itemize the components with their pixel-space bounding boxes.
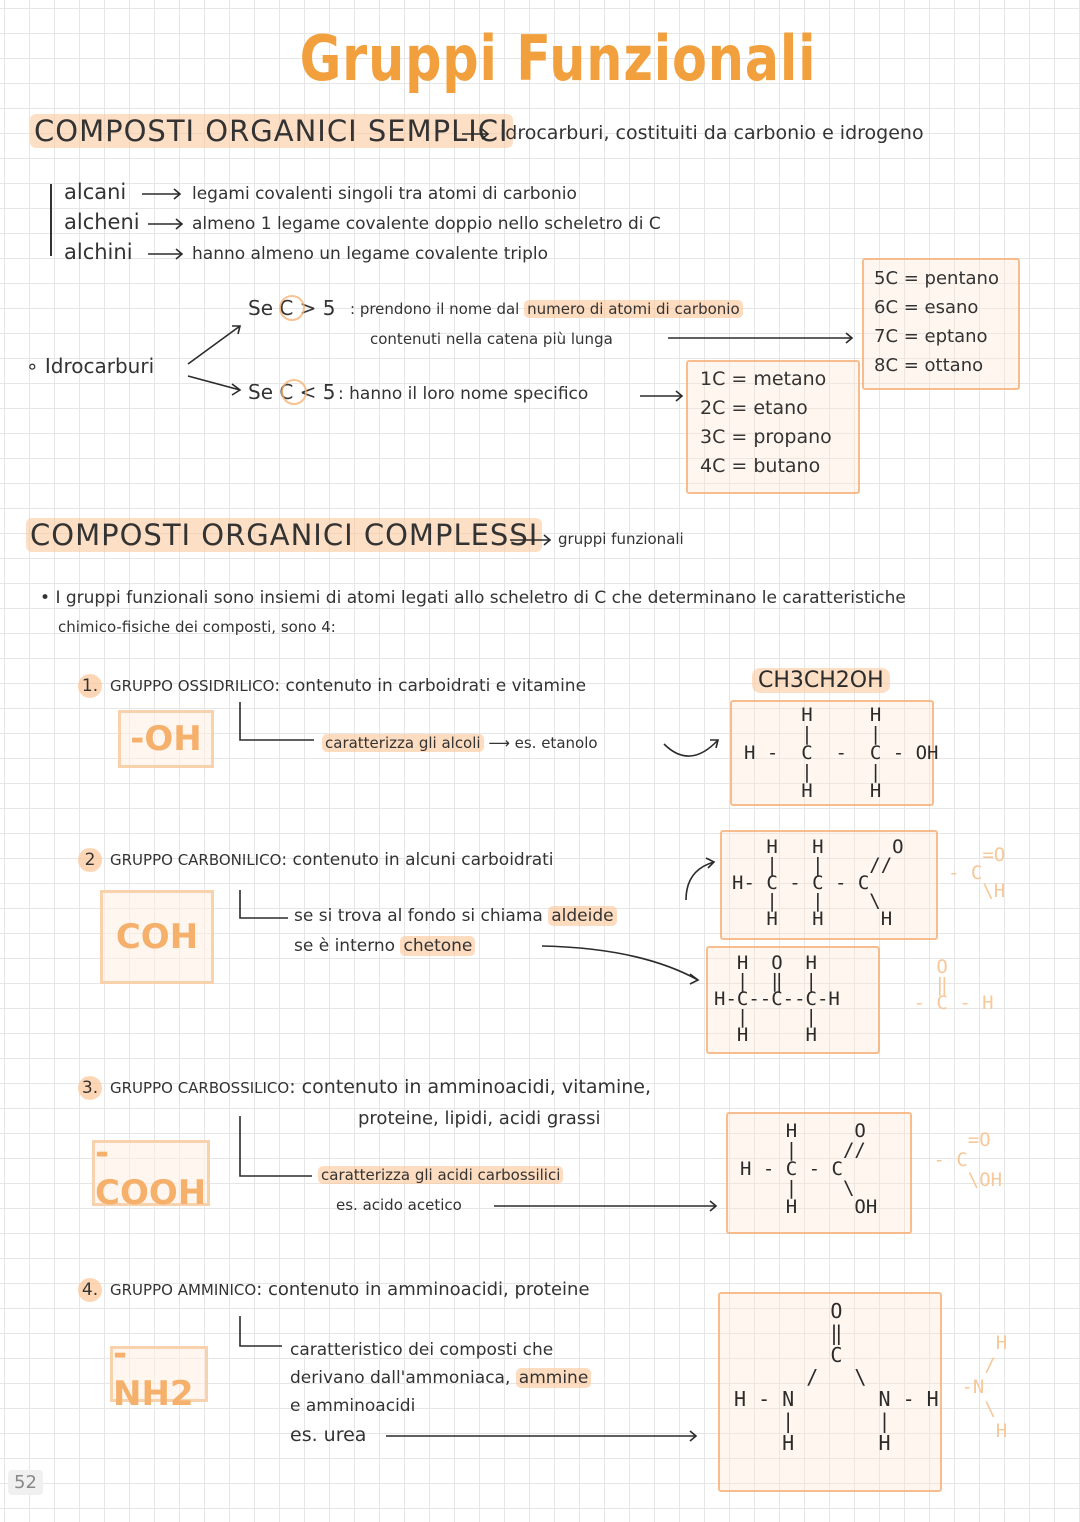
list-item-alcani: alcani [64, 180, 127, 204]
gruppo-3-desc2: proteine, lipidi, acidi grassi [358, 1108, 601, 1129]
gruppo-1-heading: 1. GRUPPO OSSIDRILICO: contenuto in carboidrati e vitamine [78, 674, 586, 698]
name-4c: 4C = butano [700, 455, 821, 477]
section-heading-complessi: COMPOSTI ORGANICI COMPLESSI [26, 518, 542, 552]
gruppo-3-example: es. acido acetico [336, 1196, 462, 1214]
gruppo-3-note: caratterizza gli acidi carbossilici [318, 1166, 563, 1184]
name-8c: 8C = ottano [874, 355, 984, 376]
list-item-alchini: alchini [64, 240, 133, 264]
ethanol-formula: CH3CH2OH [752, 668, 890, 693]
ketone-structure: H O H | ‖ | H-C--C--C-H | | H H [714, 952, 840, 1046]
gruppo-1-note: caratterizza gli alcoli ⟶ es. etanolo [322, 734, 598, 752]
formula-cooh-box: -COOH [92, 1140, 210, 1206]
list-desc-alcheni: almeno 1 legame covalente doppio nello scheletro di C [192, 214, 661, 234]
page-title: Gruppi Funzionali [299, 22, 817, 95]
aldehyde-structure: H H O | | // H- C - C - C | | \ H H H [732, 836, 904, 930]
gruppo-4-note2: derivano dall'ammoniaca, ammine [290, 1368, 591, 1388]
list-bracket [50, 184, 52, 256]
page-number: 52 [8, 1470, 43, 1495]
formula-nh2-box: -NH2 [110, 1346, 208, 1402]
acetic-acid-structure: H O | // H - C - C | \ H OH [740, 1120, 878, 1218]
amino-group-sketch: H / -N \ H [961, 1332, 1008, 1442]
rule-lt-text: : hanno il loro nome specifico [338, 384, 589, 404]
name-3c: 3C = propano [700, 426, 832, 448]
ketone-group-sketch: O ‖ - C - H [913, 956, 994, 1014]
idrocarburi-label: ∘ Idrocarburi [26, 354, 155, 378]
name-7c: 7C = eptano [874, 326, 988, 347]
formula-oh-box: -OH [118, 710, 214, 768]
complessi-intro-line2: chimico-fisiche dei composti, sono 4: [58, 618, 336, 636]
formula-coh-box: COH [100, 890, 214, 984]
complessi-intro-line1: • I gruppi funzionali sono insiemi di atomi legati allo scheletro di C che determinano le caratteristiche [40, 588, 906, 608]
section-heading-semplici: COMPOSTI ORGANICI SEMPLICI [30, 114, 513, 148]
list-desc-alchini: hanno almeno un legame covalente triplo [192, 244, 549, 264]
name-6c: 6C = esano [874, 297, 979, 318]
gruppo-4-note3: e amminoacidi [290, 1396, 416, 1416]
bullet-icon: • [40, 588, 56, 608]
gruppo-2-note2: se è interno chetone [294, 936, 475, 956]
gruppo-3-heading: 3. GRUPPO CARBOSSILICO: contenuto in amminoacidi, vitamine, [78, 1076, 651, 1100]
gruppo-2-heading: 2 GRUPPO CARBONILICO: contenuto in alcuni carboidrati [78, 848, 554, 872]
rule-gt-text: : prendono il nome dal numero di atomi di carbonio [350, 300, 743, 318]
rule-gt-text2: contenuti nella catena più lunga [370, 330, 613, 348]
urea-structure: O ‖ C / \ H - N N - H | | H H [734, 1299, 939, 1455]
complessi-desc: gruppi funzionali [558, 530, 684, 548]
rule-lt-cond: Se C < 5 [248, 380, 336, 404]
ethanol-structure: H H | | H - C - C - OH | | H H [744, 704, 939, 802]
gruppo-4-heading: 4. GRUPPO AMMINICO: contenuto in amminoacidi, proteine [78, 1278, 590, 1302]
carboxyl-group-sketch: =O - C \OH [933, 1129, 1003, 1191]
name-1c: 1C = metano [700, 368, 827, 390]
list-desc-alcani: legami covalenti singoli tra atomi di carbonio [192, 184, 577, 204]
rule-gt-cond: Se C > 5 [248, 296, 336, 320]
bullet-icon: ∘ [26, 354, 45, 378]
name-2c: 2C = etano [700, 397, 808, 419]
gruppo-4-note1: caratteristico dei composti che [290, 1340, 554, 1360]
semplici-desc: idrocarburi, costituiti da carbonio e idrogeno [500, 122, 924, 144]
name-5c: 5C = pentano [874, 268, 999, 289]
gruppo-4-example: es. urea [290, 1424, 367, 1446]
gruppo-2-note1: se si trova al fondo si chiama aldeide [294, 906, 617, 926]
list-item-alcheni: alcheni [64, 210, 140, 234]
aldehyde-group-sketch: =O - C \H [948, 844, 1006, 902]
